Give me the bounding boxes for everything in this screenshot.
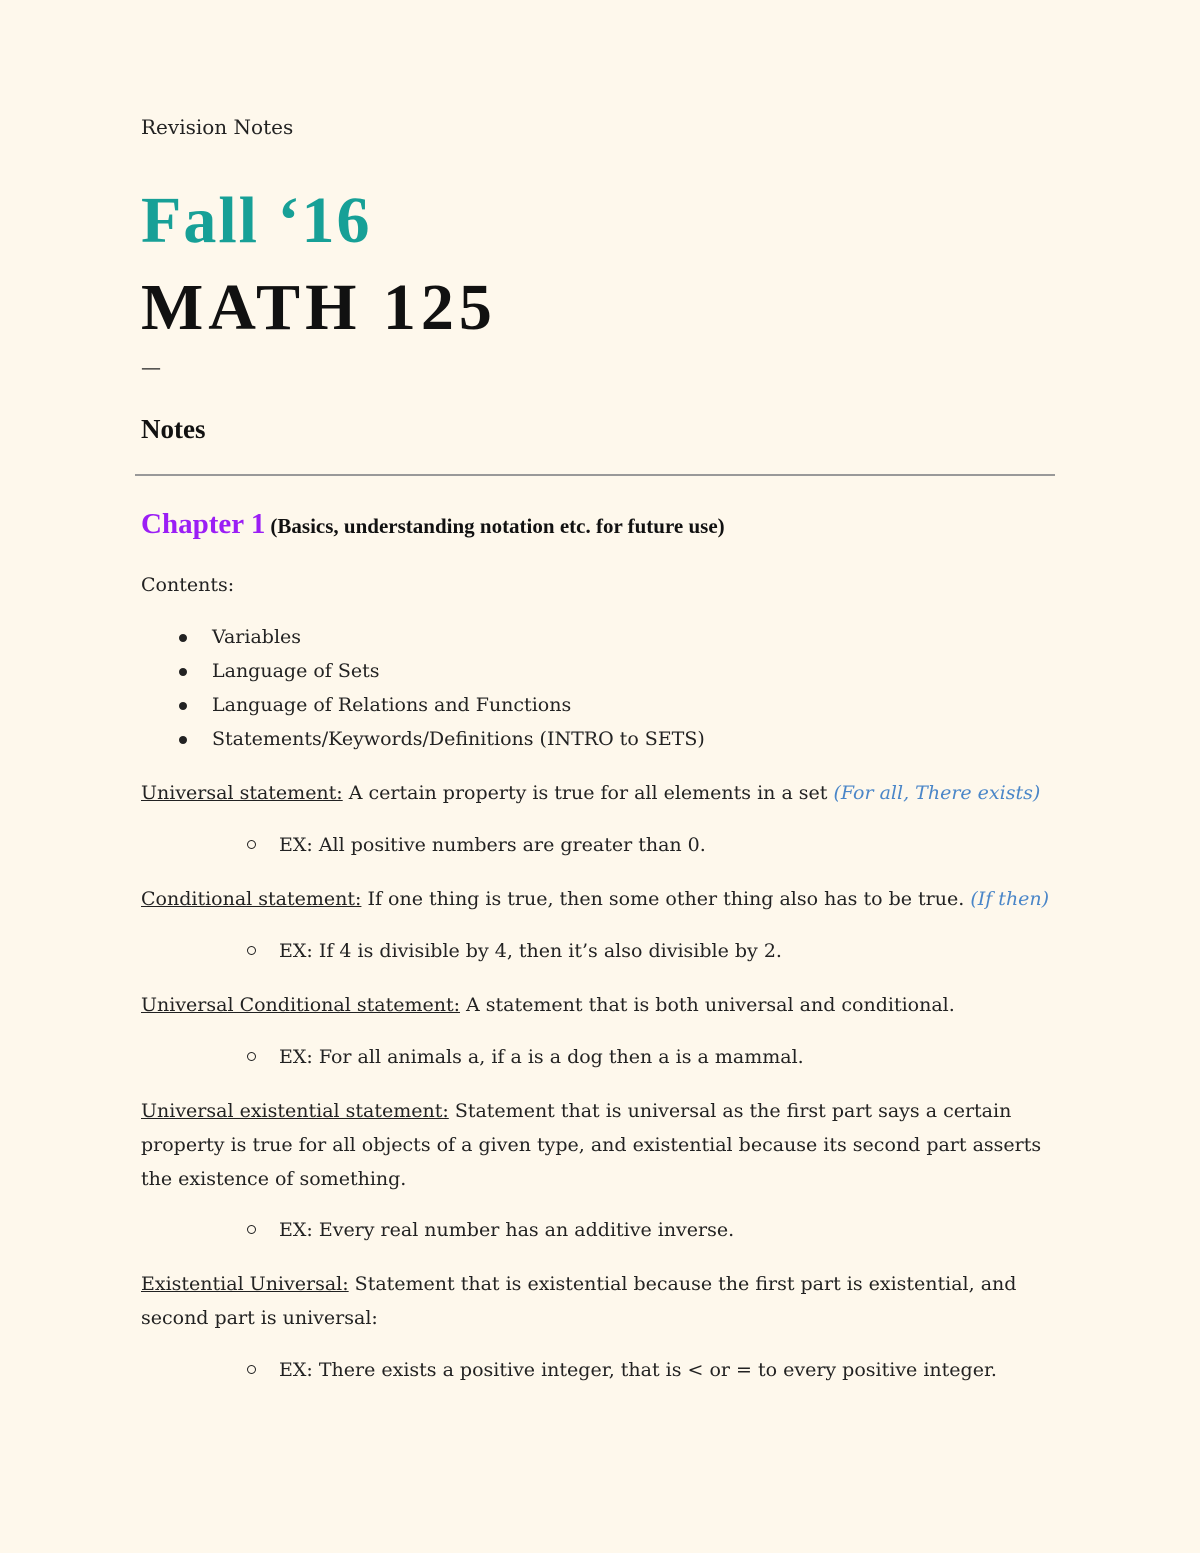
list-item: Language of Relations and Functions <box>175 688 705 722</box>
circle-bullet-icon <box>247 946 256 955</box>
example-text: EX: If 4 is divisible by 4, then it’s also divisible by 2. <box>279 940 782 962</box>
circle-bullet-icon <box>247 1052 256 1061</box>
title-dash: — <box>141 355 161 379</box>
example-item <box>247 828 706 862</box>
definition-paragraph <box>141 1094 1061 1196</box>
circle-bullet-icon <box>247 1225 256 1234</box>
definition-text: A certain property is true for all elements in a set <box>342 782 834 804</box>
bullet-icon <box>179 668 187 676</box>
list-item: Language of Sets <box>175 654 705 688</box>
example-text: EX: Every real number has an additive inverse. <box>279 1219 735 1241</box>
term-title: Fall ‘16 <box>141 184 372 257</box>
contents-label: Contents: <box>141 574 235 596</box>
chapter-heading <box>141 508 725 541</box>
example-item <box>247 1353 997 1387</box>
definition-paragraph <box>141 988 1061 1022</box>
definition-term: Universal statement: <box>141 782 343 804</box>
list-item: Variables <box>175 620 705 654</box>
contents-list <box>175 620 705 756</box>
section-heading: Notes <box>141 414 206 444</box>
definition-text: If one thing is true, then some other thing also has to be true. <box>361 888 971 910</box>
header-label: Revision Notes <box>141 115 294 139</box>
definition-term: Conditional statement: <box>141 888 362 910</box>
chapter-subtitle: (Basics, understanding notation etc. for future use) <box>270 514 725 538</box>
definition-text: A statement that is both universal and conditional. <box>460 994 955 1016</box>
definition-text: Statement that is existential because the first part is existential, and second part is universal: <box>141 1273 1017 1329</box>
definition-term: Existential Universal: <box>141 1273 349 1295</box>
definition-text: Statement that is universal as the first part says a certain property is true for all objects of a given type, and existential because its second part asserts the existence of something. <box>141 1100 1042 1190</box>
example-item <box>247 1213 734 1247</box>
definition-term: Universal existential statement: <box>141 1100 449 1122</box>
example-item <box>247 934 782 968</box>
example-text: EX: There exists a positive integer, that is < or = to every positive integer. <box>279 1359 997 1381</box>
definition-paragraph <box>141 776 1061 810</box>
circle-bullet-icon <box>247 840 256 849</box>
bullet-icon <box>179 736 187 744</box>
definition-note: (For all, There exists) <box>833 782 1041 804</box>
circle-bullet-icon <box>247 1365 256 1374</box>
course-title: MATH 125 <box>141 271 497 344</box>
definition-term: Universal Conditional statement: <box>141 994 460 1016</box>
chapter-label: Chapter 1 <box>141 508 266 540</box>
bullet-icon <box>179 702 187 710</box>
example-item <box>247 1040 804 1074</box>
example-text: EX: All positive numbers are greater than 0. <box>279 834 706 856</box>
definition-paragraph <box>141 1267 1061 1335</box>
definition-note: (If then) <box>970 888 1050 910</box>
definition-paragraph <box>141 882 1061 916</box>
bullet-icon <box>179 634 187 642</box>
example-text: EX: For all animals a, if a is a dog then a is a mammal. <box>279 1046 804 1068</box>
horizontal-divider <box>135 474 1055 476</box>
list-item: Statements/Keywords/Definitions (INTRO to SETS) <box>175 722 705 756</box>
